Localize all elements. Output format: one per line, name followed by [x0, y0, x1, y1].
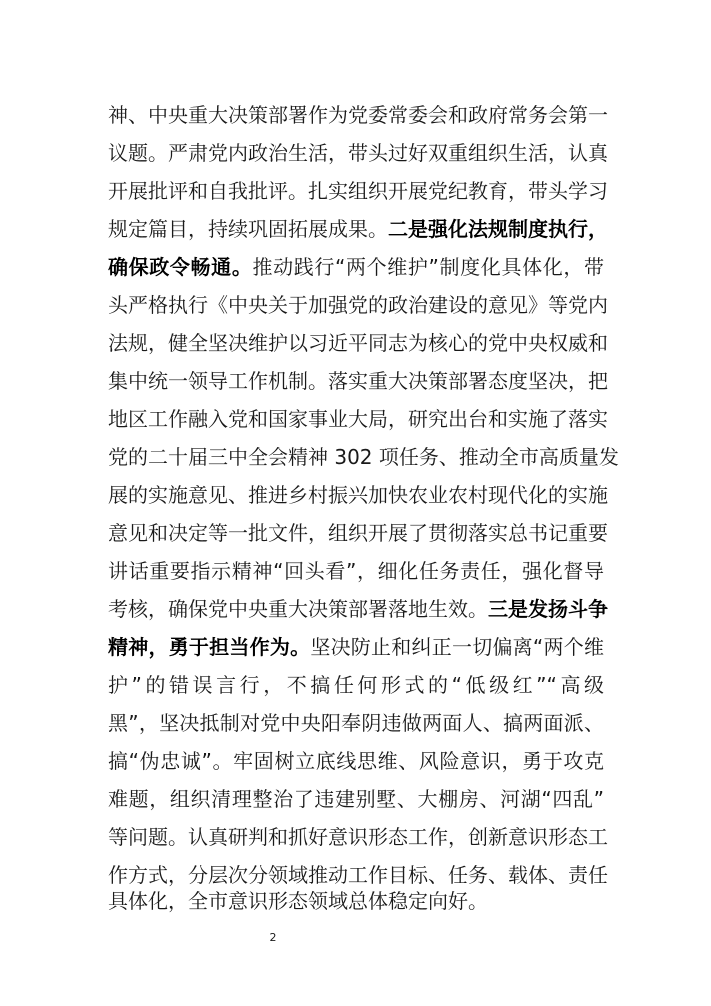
bold-heading-3-part-2: 精神，勇于担当作为。: [108, 635, 311, 659]
body-line-19: 难题，组织清理整治了违建别墅、大棚房、河湖“四乱”: [108, 787, 604, 811]
body-line-22: 具体化，全市意识形态领域总体稳定向好。: [108, 889, 488, 913]
body-line-4: 规定篇目，持续巩固拓展成果。二是强化法规制度执行，: [108, 217, 608, 241]
body-line-1: 神、中央重大决策部署作为党委常委会和政府常务会第一: [108, 103, 608, 127]
body-line-2: 议题。严肃党内政治生活，带头过好双重组织生活，认真: [108, 141, 608, 165]
body-line-3: 开展批评和自我批评。扎实组织开展党纪教育，带头学习: [108, 179, 608, 203]
body-line-13: 讲话重要指示精神“回头看”，细化任务责任，强化督导: [108, 559, 604, 583]
page-number: 2: [269, 931, 277, 944]
body-line-14: 考核，确保党中央重大决策部署落地生效。三是发扬斗争: [108, 597, 608, 621]
body-line-16: 护”的错误言行，不搞任何形式的“低级红”“高级: [108, 673, 604, 697]
body-line-6: 头严格执行《中央关于加强党的政治建设的意见》等党内: [108, 293, 608, 317]
bold-heading-2-part-1: 二是强化法规制度执行，: [388, 217, 608, 241]
body-line-17: 黑”，坚决抵制对党中央阳奉阴违做两面人、搞两面派、: [108, 711, 604, 735]
body-line-7: 法规，健全坚决维护以习近平同志为核心的党中央权威和: [108, 331, 608, 355]
body-line-18: 搞“伪忠诚”。牢固树立底线思维、风险意识，勇于攻克: [108, 749, 604, 773]
body-line-21: 作方式，分层次分领域推动工作目标、任务、载体、责任: [108, 863, 608, 887]
body-line-5: 确保政令畅通。推动践行“两个维护”制度化具体化，带: [108, 255, 604, 279]
body-line-11: 展的实施意见、推进乡村振兴加快农业农村现代化的实施: [108, 483, 608, 507]
body-line-9: 地区工作融入党和国家事业大局，研究出台和实施了落实: [108, 407, 608, 431]
body-line-12: 意见和决定等一批文件，组织开展了贯彻落实总书记重要: [108, 521, 608, 545]
body-line-10: 党的二十届三中全会精神 302 项任务、推动全市高质量发: [108, 445, 619, 469]
body-line-15: 精神，勇于担当作为。坚决防止和纠正一切偏离“两个维: [108, 635, 604, 659]
bold-heading-3-part-1: 三是发扬斗争: [488, 597, 608, 621]
body-line-8: 集中统一领导工作机制。落实重大决策部署态度坚决，把: [108, 369, 608, 393]
body-line-20: 等问题。认真研判和抓好意识形态工作，创新意识形态工: [108, 825, 608, 849]
bold-heading-2-part-2: 确保政令畅通。: [108, 255, 253, 279]
